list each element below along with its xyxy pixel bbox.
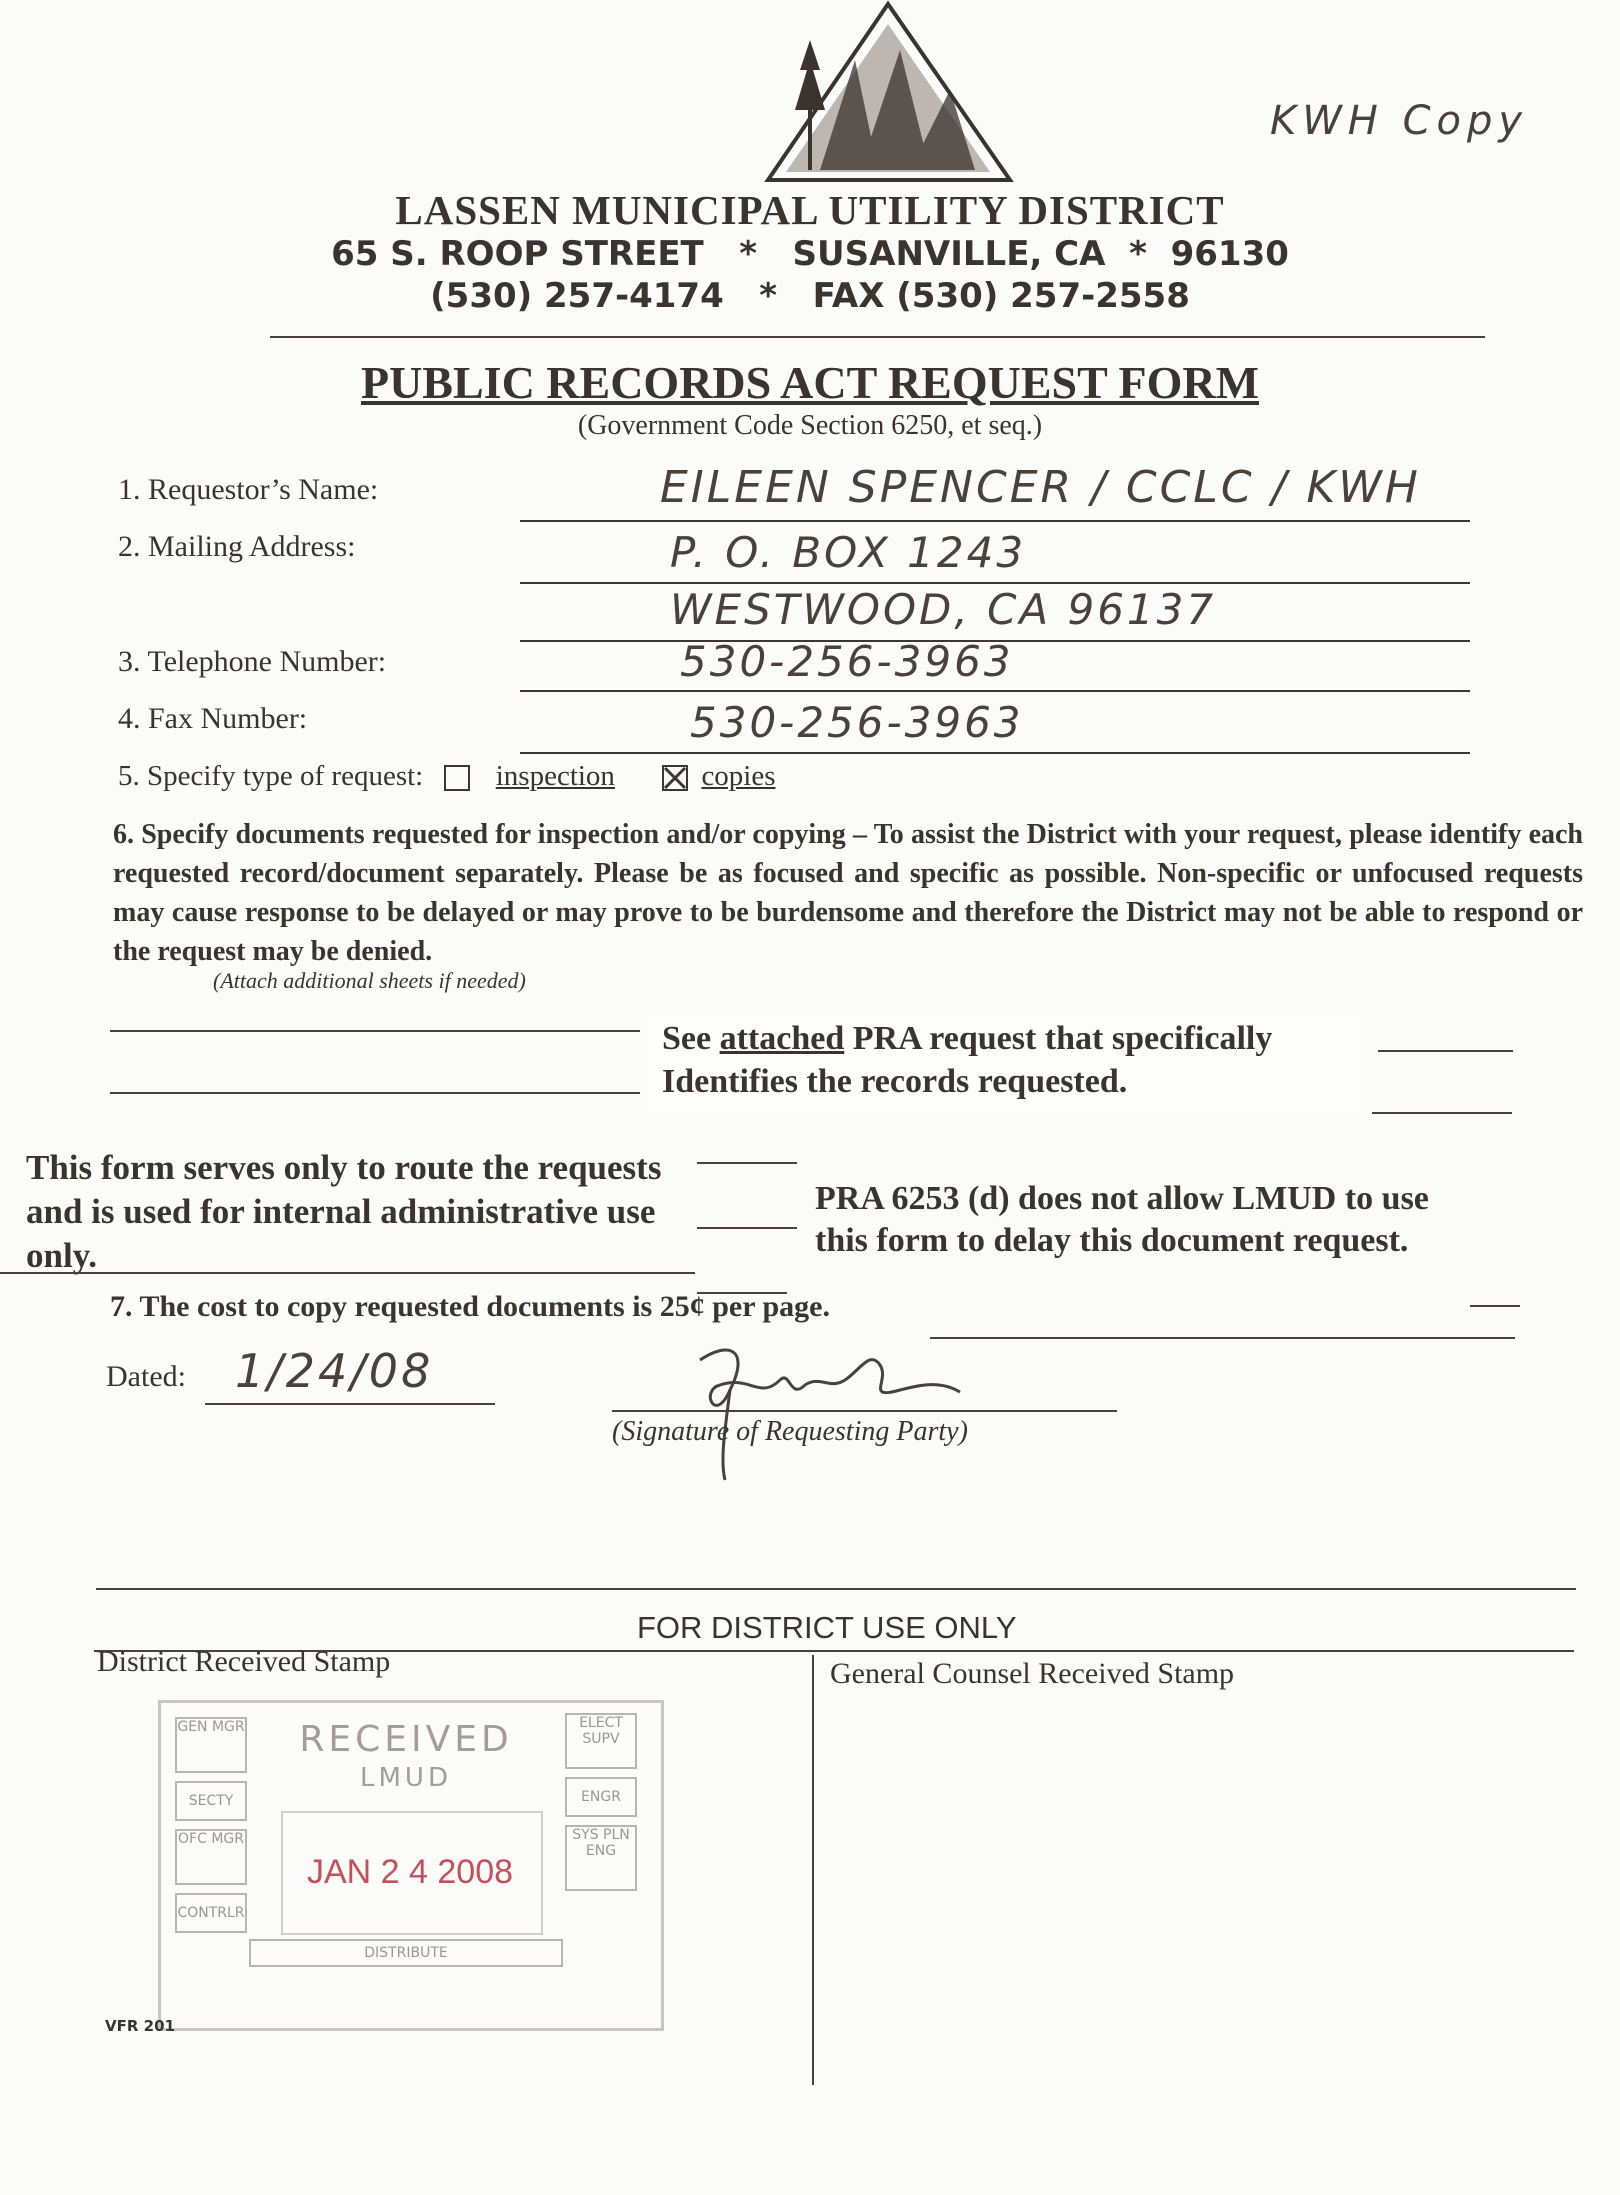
stamp-org: LMUD (360, 1763, 452, 1793)
signature-line (612, 1410, 1117, 1412)
dated-label: Dated: (106, 1360, 186, 1393)
address-separator-2: * (1129, 234, 1147, 274)
attached-link[interactable]: attached (719, 1020, 845, 1057)
district-received-label: District Received Stamp (97, 1645, 391, 1678)
org-phone: (530) 257-4174 (430, 276, 724, 316)
inspection-checkbox[interactable] (444, 765, 470, 791)
district-logo (760, 0, 1020, 185)
org-contact (0, 276, 1620, 316)
stamp-gen-mgr: GEN MGR (175, 1717, 247, 1773)
route-line-c (0, 1272, 695, 1274)
stamp-engr: ENGR (565, 1777, 637, 1817)
stamp-date: JAN 2 4 2008 (306, 1853, 514, 1891)
district-column-divider (812, 1655, 814, 2085)
dated-line (205, 1403, 495, 1405)
counsel-received-label: General Counsel Received Stamp (830, 1657, 1235, 1690)
field-label-telephone: 3. Telephone Number: (118, 645, 387, 678)
stamp-sys-pln: SYS PLN ENG (565, 1825, 637, 1891)
mailing-address-line2-value[interactable]: WESTWOOD, CA 96137 (670, 585, 1217, 634)
stamp-secty: SECTY (175, 1781, 247, 1821)
mailing-address-line1-value[interactable]: P. O. BOX 1243 (670, 528, 1027, 577)
attached-pre: See (662, 1020, 720, 1057)
route-note-box: This form serves only to route the requests and is used for internal administrative use only. (26, 1148, 662, 1275)
telephone-line (520, 690, 1470, 692)
dated-value[interactable]: 1/24/08 (235, 1344, 434, 1398)
field-label-fax: 4. Fax Number: (118, 702, 308, 735)
address-city: SUSANVILLE, CA (792, 234, 1106, 274)
route-line-b (697, 1227, 797, 1229)
org-name: LASSEN MUNICIPAL UTILITY DISTRICT (395, 187, 1225, 233)
address-separator: * (739, 234, 758, 274)
blank-line-1 (110, 1030, 640, 1032)
telephone-value[interactable]: 530-256-3963 (680, 637, 1014, 686)
copies-option-label: copies (701, 760, 776, 792)
attach-note: (Attach additional sheets if needed) (213, 968, 526, 993)
copies-checkbox[interactable] (662, 765, 688, 791)
fax-line (520, 752, 1470, 754)
stamp-received: RECEIVED (299, 1719, 513, 1760)
blank-line-4 (1372, 1112, 1512, 1114)
fax-value[interactable]: 530-256-3963 (690, 698, 1024, 747)
stamp-elect-supv: ELECT SUPV (565, 1713, 637, 1769)
request-type-label: 5. Specify type of request: (118, 760, 424, 792)
attached-post: PRA request that specifically (844, 1020, 1273, 1057)
pra-note-box: PRA 6253 (d) does not allow LMUD to use this form to delay this document request. (815, 1180, 1429, 1259)
footer-form-code: VFR 201 (105, 2017, 175, 2035)
header-divider (270, 336, 1485, 338)
inspection-option-label: inspection (495, 760, 615, 792)
address-zip: 96130 (1170, 234, 1289, 274)
stamp-contrlr: CONTRLR (175, 1893, 247, 1933)
stamp-distribute: DISTRIBUTE (249, 1939, 563, 1967)
address-street: 65 S. ROOP STREET (331, 234, 704, 274)
blank-line-3 (1378, 1050, 1513, 1052)
checkbox-x-mark-icon (662, 765, 688, 791)
address-line-1 (520, 582, 1470, 584)
received-stamp (158, 1700, 664, 2031)
corner-note: KWH Copy (1270, 98, 1529, 144)
district-top-line (96, 1588, 1576, 1590)
field-label-address: 2. Mailing Address: (118, 530, 356, 563)
form-title: PUBLIC RECORDS ACT REQUEST FORM (360, 357, 1259, 408)
district-use-heading: FOR DISTRICT USE ONLY (637, 1610, 1017, 1645)
requestor-name-value[interactable]: EILEEN SPENCER / CCLC / KWH (660, 462, 1421, 513)
item7-cost: 7. The cost to copy requested documents is 25¢ per page. (110, 1290, 830, 1323)
name-line (520, 520, 1470, 522)
item7-underline (930, 1337, 1515, 1339)
field-label-name: 1. Requestor’s Name: (118, 473, 379, 506)
org-fax: FAX (530) 257-2558 (812, 276, 1190, 316)
signature-caption: (Signature of Requesting Party) (612, 1416, 968, 1447)
item6-instructions: 6. Specify documents requested for inspection and/or copying – To assist the District with your request, please identify each requested record/document separately. Please be as focused and specific as possible. Non-specific or unfocused requests may cause response to be delayed or may prove to be burdensome and therefore the District may not be able to respond or the request may be denied. (113, 819, 1583, 967)
contact-separator: * (759, 276, 778, 316)
blank-line-2 (110, 1092, 640, 1094)
form-subtitle: (Government Code Section 6250, et seq.) (577, 410, 1043, 441)
attached-note-box (645, 1010, 1365, 1115)
stamp-ofc-mgr: OFC MGR (175, 1829, 247, 1885)
org-address (0, 234, 1620, 274)
route-line-a (697, 1162, 797, 1164)
attached-note-line1 (662, 1019, 1272, 1059)
request-type-row (118, 760, 776, 793)
pra-line-right (1470, 1305, 1520, 1307)
attached-note-line2: Identifies the records requested. (662, 1063, 1128, 1100)
